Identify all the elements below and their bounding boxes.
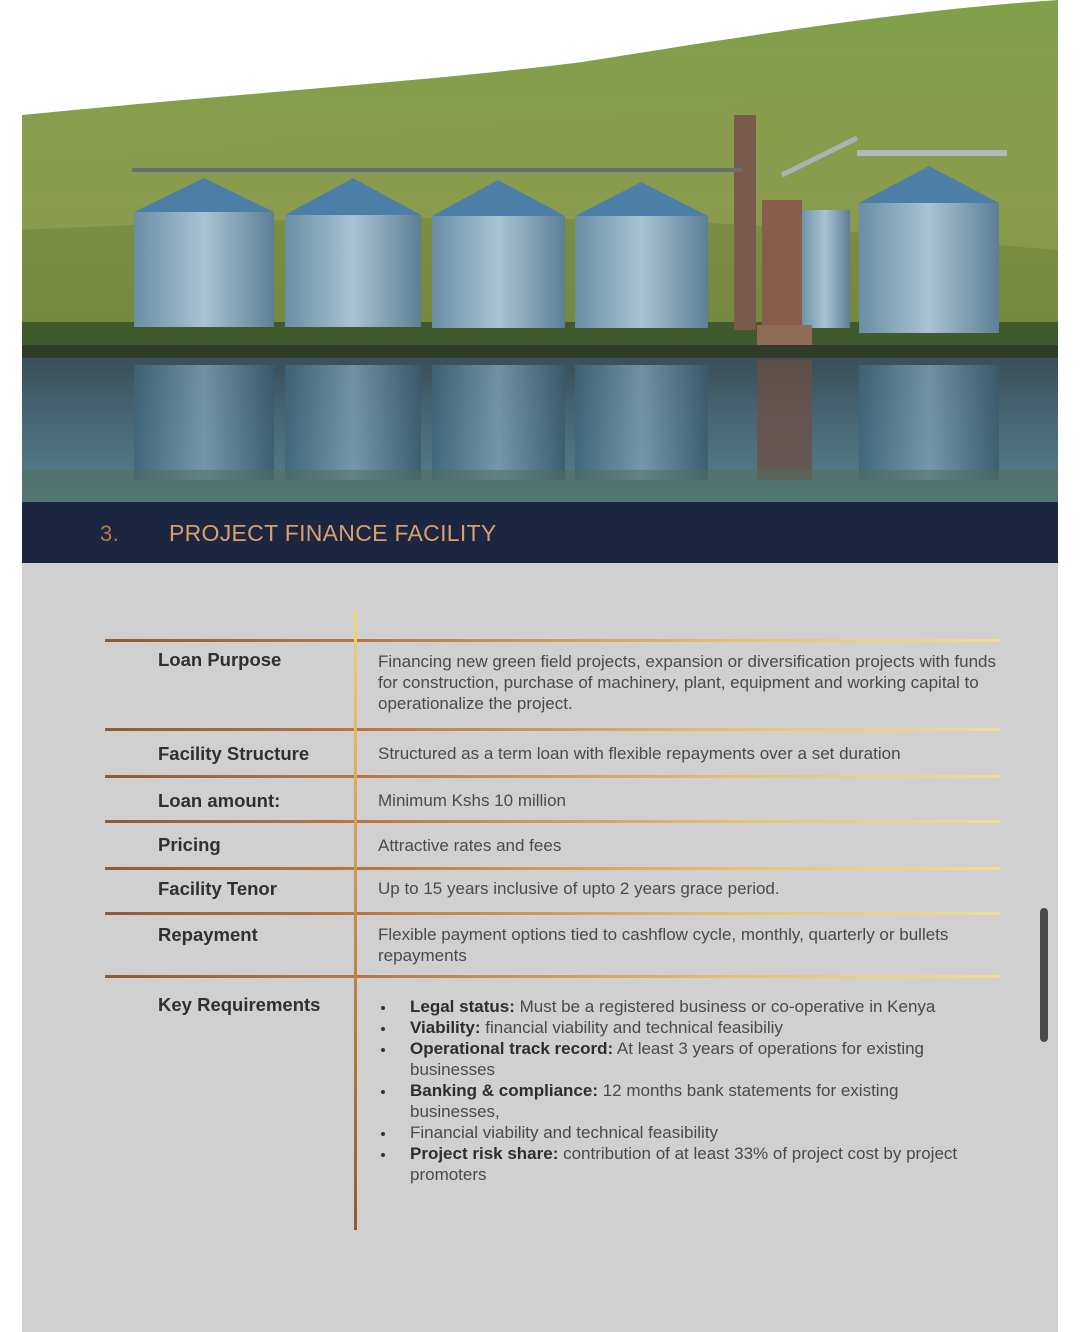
row-label-facility-tenor: Facility Tenor	[158, 878, 277, 899]
row-label-loan-purpose: Loan Purpose	[158, 649, 282, 670]
facility-table	[105, 610, 1000, 1230]
row-divider	[105, 867, 354, 870]
row-value-repayment: Flexible payment options tied to cashflow cycle, monthly, quarterly or bullets repayments	[378, 925, 949, 965]
list-item: Financial viability and technical feasibility	[378, 1122, 978, 1143]
list-item: Banking & compliance: 12 months bank statements for existing businesses,	[378, 1080, 978, 1122]
row-divider	[357, 728, 1000, 731]
row-value-pricing: Attractive rates and fees	[378, 836, 562, 855]
requirements-list	[378, 996, 978, 1185]
section-title: PROJECT FINANCE FACILITY	[169, 520, 497, 546]
row-divider	[105, 912, 354, 915]
column-divider	[354, 610, 357, 1230]
row-label-key-requirements: Key Requirements	[158, 994, 321, 1015]
row-divider	[357, 820, 1000, 823]
row-divider	[357, 975, 1000, 978]
row-divider	[357, 775, 1000, 778]
row-value-facility-structure: Structured as a term loan with flexible repayments over a set duration	[378, 744, 901, 763]
document-page	[22, 0, 1058, 1332]
row-divider	[357, 867, 1000, 870]
row-label-loan-amount: Loan amount:	[158, 790, 281, 811]
list-item: Project risk share: contribution of at least 33% of project cost by project promoters	[378, 1143, 978, 1185]
row-divider	[105, 639, 354, 642]
row-divider	[105, 820, 354, 823]
list-item: Legal status: Must be a registered business or co-operative in Kenya	[378, 996, 978, 1017]
row-divider	[105, 775, 354, 778]
row-divider	[105, 728, 354, 731]
row-label-facility-structure: Facility Structure	[158, 743, 310, 764]
row-divider	[105, 975, 354, 978]
silos-photo	[22, 0, 1058, 502]
list-item: Viability: financial viability and technical feasibiliy	[378, 1017, 978, 1038]
section-header	[22, 502, 1058, 563]
list-item: Operational track record: At least 3 years of operations for existing businesses	[378, 1038, 978, 1080]
row-value-facility-tenor: Up to 15 years inclusive of upto 2 years grace period.	[378, 879, 780, 898]
row-label-pricing: Pricing	[158, 834, 221, 855]
row-value-loan-purpose: Financing new green field projects, expansion or diversification projects with funds for construction, purchase of machinery, plant, equipment and working capital to operationalize the project.	[378, 652, 996, 713]
row-divider	[357, 912, 1000, 915]
scrollbar-thumb[interactable]	[1040, 908, 1048, 1042]
row-value-loan-amount: Minimum Kshs 10 million	[378, 791, 566, 810]
row-divider	[357, 639, 1000, 642]
row-label-repayment: Repayment	[158, 924, 258, 945]
section-number: 3.	[100, 521, 120, 546]
